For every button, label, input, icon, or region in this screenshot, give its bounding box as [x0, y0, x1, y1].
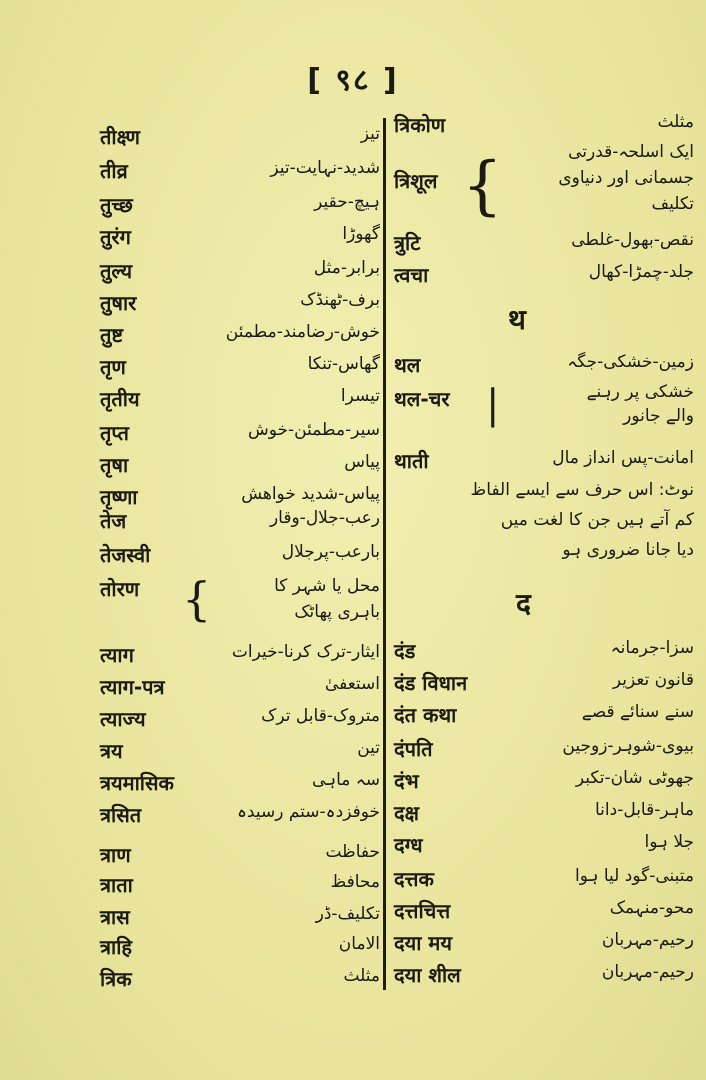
- headword: त्रुटि: [394, 231, 421, 255]
- dictionary-entry: [100, 506, 380, 536]
- dictionary-entry: [100, 190, 380, 220]
- headword: तीक्ष्ण: [100, 125, 140, 149]
- dictionary-entry: [394, 228, 694, 258]
- headword: दंपति: [394, 737, 433, 761]
- dictionary-entry: [100, 640, 380, 670]
- dictionary-entry: [100, 222, 380, 252]
- urdu-gloss: الامان: [338, 934, 380, 954]
- urdu-gloss: نقص-بھول-غلطی: [571, 230, 694, 250]
- dictionary-entry: [394, 960, 694, 990]
- dictionary-entry: [100, 964, 380, 994]
- dictionary-entry: [394, 446, 694, 476]
- dictionary-entry: [100, 902, 380, 932]
- urdu-gloss: برف-ٹھنڈک: [300, 290, 380, 310]
- headword: तुरंग: [100, 225, 131, 249]
- dictionary-entry: [100, 932, 380, 962]
- dictionary-entry: [100, 288, 380, 318]
- headword: त्रिशूल: [394, 169, 438, 193]
- urdu-gloss: برابر-مثل: [313, 258, 380, 278]
- dictionary-entry: [394, 864, 694, 894]
- urdu-gloss: مثلث: [343, 966, 380, 986]
- note-line: کم آتے ہیں جن کا لغت میں: [500, 510, 694, 530]
- headword: दंड विधान: [394, 671, 468, 695]
- dictionary-entry: [100, 122, 380, 152]
- urdu-gloss: جلد-چمڑا-کھال: [588, 262, 694, 282]
- dictionary-entry: [100, 768, 380, 798]
- headword: थल: [394, 353, 421, 377]
- note-line: دیا جانا ضروری ہو: [562, 540, 694, 560]
- urdu-gloss: سزا-جرمانہ: [610, 638, 694, 658]
- urdu-gloss: امانت-پس انداز مال: [552, 448, 694, 468]
- dictionary-entry: [394, 260, 694, 290]
- headword: दया मय: [394, 931, 452, 955]
- dictionary-entry: [394, 350, 694, 380]
- headword: त्रसित: [100, 803, 142, 827]
- headword: त्याज्य: [100, 707, 146, 731]
- dictionary-entry: [394, 140, 694, 222]
- dictionary-entry: [100, 736, 380, 766]
- headword: त्याग-पत्र: [100, 675, 165, 699]
- headword: दग्ध: [394, 833, 423, 857]
- usage-note: [394, 478, 694, 568]
- urdu-gloss: پیاس-شدید خواهش: [241, 484, 380, 504]
- section-letter: थ: [508, 303, 526, 336]
- headword: दंड: [394, 639, 416, 663]
- dictionary-entry: [100, 574, 380, 626]
- urdu-gloss: جلا ہوا: [644, 832, 694, 852]
- dictionary-entry: [394, 110, 694, 140]
- headword: तोरण: [100, 577, 140, 601]
- dictionary-entry: [100, 352, 380, 382]
- dictionary-entry: [394, 896, 694, 926]
- urdu-gloss: ہیچ-حقیر: [314, 192, 380, 212]
- headword: त्रय: [100, 739, 123, 763]
- headword: तृप्त: [100, 421, 129, 445]
- urdu-gloss: ماہر-قابل-دانا: [594, 800, 694, 820]
- headword: तुल्य: [100, 259, 133, 283]
- urdu-gloss: گھوڑا: [342, 224, 380, 244]
- urdu-gloss: مثلث: [657, 112, 694, 132]
- headword: तुच्छ: [100, 193, 133, 217]
- headword: त्याग: [100, 643, 134, 667]
- dictionary-entry: [100, 256, 380, 286]
- headword: तीव्र: [100, 159, 128, 183]
- page-number: [ ९८ ]: [307, 63, 399, 98]
- headword: त्राण: [100, 843, 131, 867]
- urdu-gloss-line: باہری پھاٹک: [294, 602, 380, 622]
- urdu-gloss: خوفزدہ-ستم رسیدہ: [236, 802, 380, 822]
- headword: तेज: [100, 509, 127, 533]
- headword: थाती: [394, 449, 429, 473]
- headword: त्रयमासिक: [100, 771, 174, 795]
- dictionary-entry: [100, 870, 380, 900]
- column-divider: [383, 118, 386, 990]
- urdu-gloss: ایثار-ترک کرنا-خیرات: [231, 642, 380, 662]
- dictionary-entry: [394, 766, 694, 796]
- headword: तेजस्वी: [100, 543, 151, 567]
- headword: त्राहि: [100, 935, 133, 959]
- urdu-gloss: بارعب-پرجلال: [281, 542, 380, 562]
- dictionary-entry: [394, 830, 694, 860]
- urdu-gloss: شدید-نہایت-تیز: [270, 158, 380, 178]
- headword: तृण: [100, 355, 126, 379]
- urdu-gloss: رعب-جلال-وقار: [269, 508, 380, 528]
- headword: तृतीय: [100, 387, 140, 411]
- headword: थल-चर: [394, 387, 450, 411]
- urdu-gloss: تیز: [360, 124, 380, 144]
- brace-symbol: {: [182, 572, 212, 626]
- urdu-gloss-line: تکلیف: [651, 194, 694, 214]
- urdu-gloss: محو-منہمک: [609, 898, 694, 918]
- dictionary-entry: [394, 798, 694, 828]
- urdu-gloss-line: ایک اسلحہ-قدرتی: [568, 142, 694, 162]
- urdu-gloss-line: خشکی پر رہنے: [586, 382, 694, 402]
- dictionary-entry: [394, 700, 694, 730]
- headword: त्राता: [100, 873, 133, 897]
- dictionary-entry: [394, 380, 694, 432]
- urdu-gloss: تکلیف-ڈر: [315, 904, 380, 924]
- brace-symbol: |: [486, 382, 500, 428]
- headword: दत्तक: [394, 867, 434, 891]
- urdu-gloss: بیوی-شوہر-زوجین: [562, 736, 694, 756]
- dictionary-entry: [100, 840, 380, 870]
- urdu-gloss: تین: [357, 738, 380, 758]
- urdu-gloss: متروک-قابل ترک: [261, 706, 380, 726]
- urdu-gloss-line: محل یا شہر کا: [274, 576, 380, 596]
- dictionary-entry: [394, 636, 694, 666]
- urdu-gloss: محافظ: [330, 872, 380, 892]
- headword: तृषा: [100, 453, 129, 477]
- urdu-gloss: خوش-رضامند-مطمئن: [225, 322, 380, 342]
- urdu-gloss: تیسرا: [340, 386, 380, 406]
- brace-symbol: {: [462, 149, 503, 223]
- headword: तुषार: [100, 291, 137, 315]
- urdu-gloss-line: والے جانور: [623, 406, 694, 426]
- headword: तृष्णा: [100, 485, 138, 509]
- dictionary-entry: [394, 734, 694, 764]
- headword: दया शील: [394, 963, 461, 987]
- headword: त्वचा: [394, 263, 429, 287]
- urdu-gloss: استعفیٰ: [324, 674, 380, 694]
- urdu-gloss: سیر-مطمئن-خوش: [247, 420, 380, 440]
- urdu-gloss: رحیم-مہربان: [601, 930, 694, 950]
- headword: दक्ष: [394, 801, 419, 825]
- section-letter: द: [516, 587, 531, 620]
- urdu-gloss: متبنی-گود لیا ہوا: [574, 866, 694, 886]
- urdu-gloss: حفاظت: [325, 842, 380, 862]
- headword: तुष्ट: [100, 323, 124, 347]
- urdu-gloss: پیاس: [344, 452, 380, 472]
- dictionary-entry: [100, 156, 380, 186]
- dictionary-entry: [394, 668, 694, 698]
- urdu-gloss: جھوٹی شان-تکبر: [575, 768, 694, 788]
- dictionary-entry: [100, 320, 380, 350]
- dictionary-entry: [100, 704, 380, 734]
- headword: दंभ: [394, 769, 419, 793]
- headword: त्रिकोण: [394, 113, 446, 137]
- urdu-gloss: قانون تعزیر: [612, 670, 694, 690]
- headword: दत्तचित्त: [394, 899, 451, 923]
- urdu-gloss: زمین-خشکی-جگہ: [567, 352, 694, 372]
- urdu-gloss: سہ ماہی: [311, 770, 380, 790]
- dictionary-entry: [100, 450, 380, 480]
- dictionary-entry: [100, 384, 380, 414]
- dictionary-entry: [100, 418, 380, 448]
- note-line: نوٹ: اس حرف سے ایسے الفاظ: [470, 480, 694, 500]
- urdu-gloss-line: جسمانی اور دنیاوی: [558, 168, 694, 188]
- dictionary-entry: [394, 928, 694, 958]
- headword: त्रास: [100, 905, 130, 929]
- headword: दंत कथा: [394, 703, 457, 727]
- urdu-gloss: رحیم-مہربان: [601, 962, 694, 982]
- urdu-gloss: سنے سنائے قصے: [581, 702, 694, 722]
- dictionary-entry: [100, 672, 380, 702]
- headword: त्रिक: [100, 967, 132, 991]
- dictionary-entry: [100, 800, 380, 830]
- urdu-gloss: گھاس-تنکا: [307, 354, 380, 374]
- dictionary-entry: [100, 540, 380, 570]
